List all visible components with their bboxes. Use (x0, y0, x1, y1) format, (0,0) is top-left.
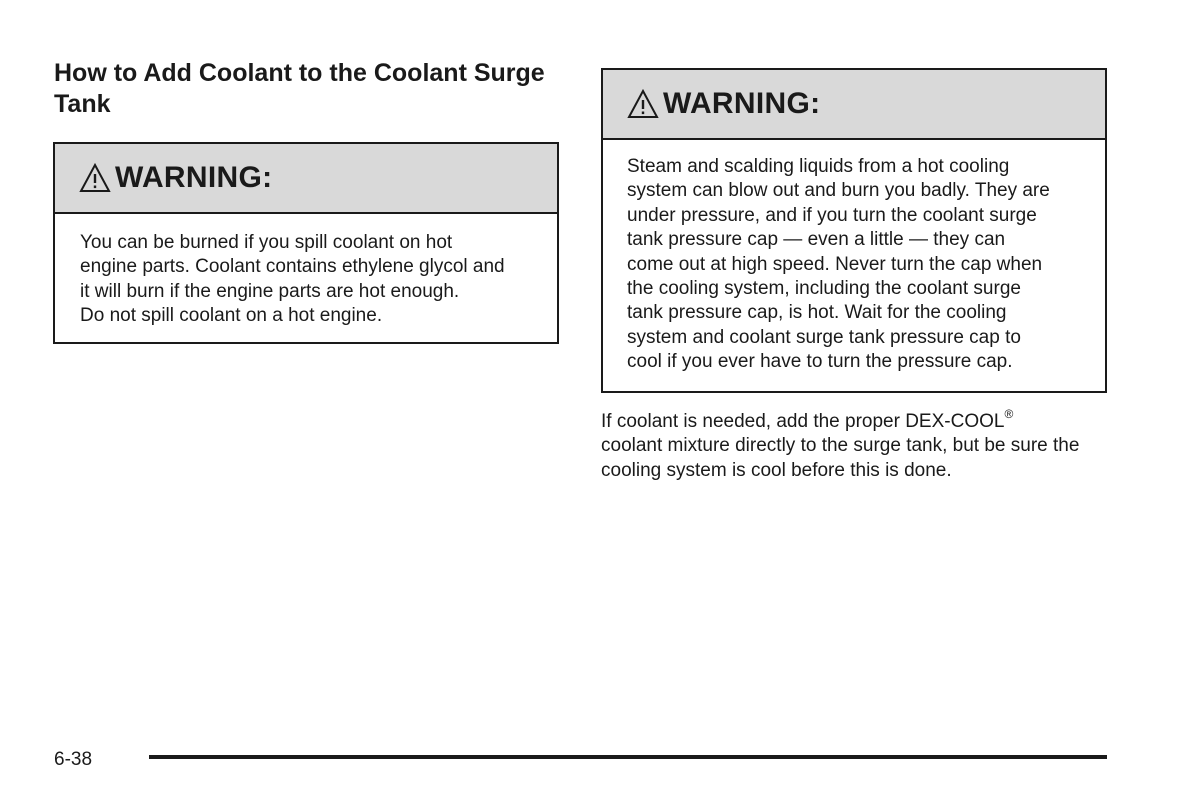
warning-header (55, 144, 557, 214)
warning-body: Steam and scalding liquids from a hot cooling system can blow out and burn you badly. They are under pressure, and if you turn the coolant surge tank pressure cap — even a little — they can come out at high speed. Never turn the cap when the cooling system, including the coolant surge tank pressure cap, is hot. Wait for the cooling system and coolant surge tank pressure cap to cool if you ever have to turn the pressure cap. (627, 156, 1050, 373)
footer-rule (149, 755, 1107, 759)
coolant-instruction-paragraph (601, 406, 1101, 483)
warning-triangle-icon (627, 89, 659, 119)
warning-title: WARNING: (663, 87, 821, 120)
warning-header (603, 70, 1105, 140)
warning-box-burn (53, 142, 559, 344)
paragraph-text-start: If coolant is needed, add the proper DEX-COOL (601, 411, 1005, 432)
warning-triangle-icon (79, 163, 111, 193)
section-title: How to Add Coolant to the Coolant Surge Tank (54, 59, 545, 118)
warning-title: WARNING: (115, 161, 273, 194)
registered-trademark-mark: ® (1004, 406, 1014, 421)
warning-body: You can be burned if you spill coolant on hot engine parts. Coolant contains ethylene glycol and it will burn if the engine parts are hot enough. Do not spill coolant on a hot engine. (80, 232, 505, 327)
paragraph-text-end: coolant mixture directly to the surge tank, but be sure the cooling system is cool before this is done. (601, 435, 1080, 481)
warning-box-steam (601, 68, 1107, 393)
page-number: 6-38 (54, 749, 93, 770)
